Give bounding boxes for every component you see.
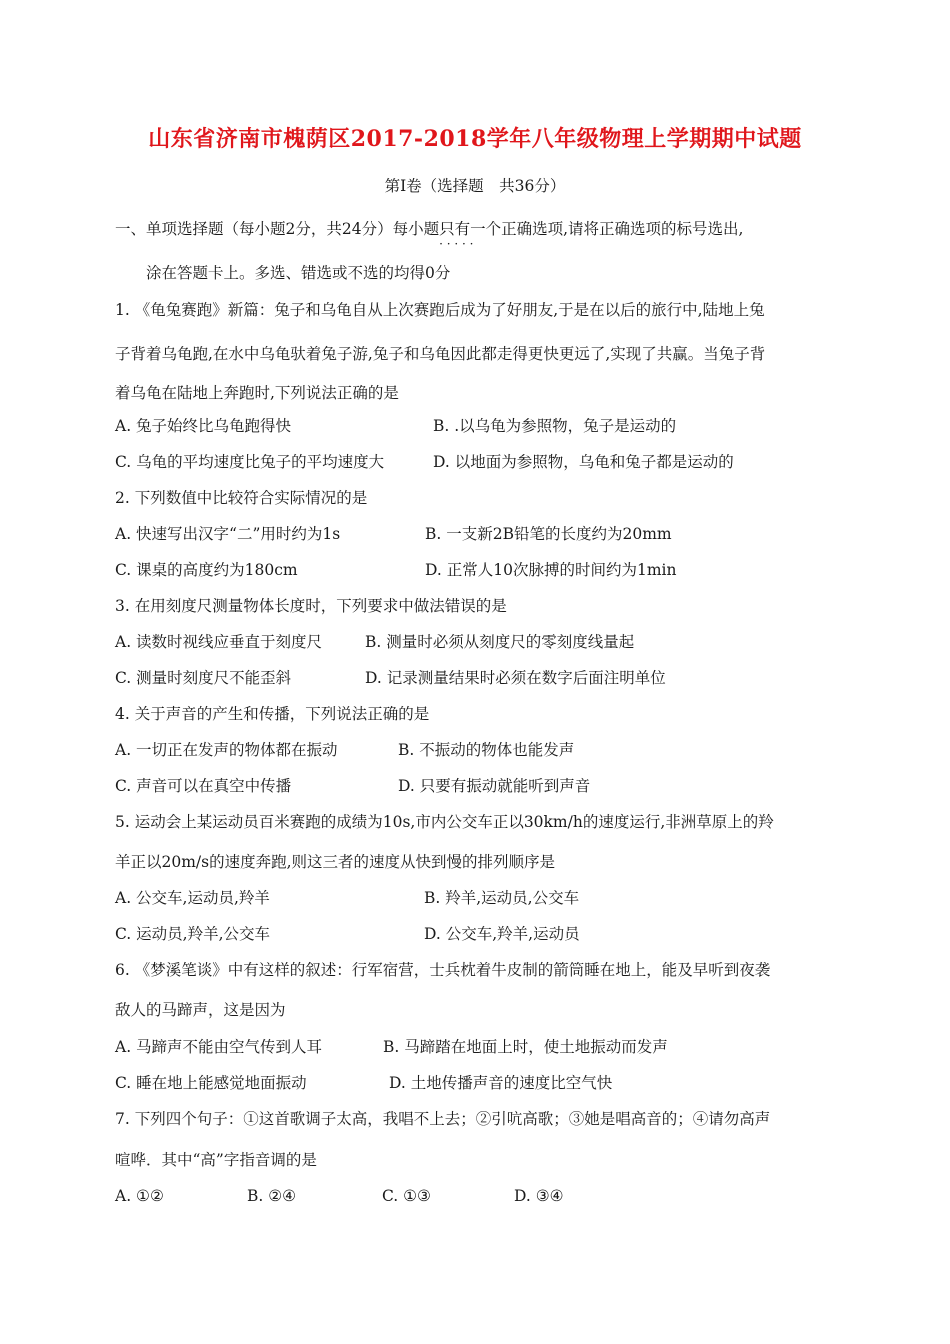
question-7-stem: 喧哗．其中“高”字指音调的是 — [115, 1151, 317, 1169]
question-7-option-c: C. ①③ — [382, 1187, 431, 1205]
question-4-option-a: A. 一切正在发声的物体都在振动 — [115, 741, 338, 759]
question-1-option-a: A. 兔子始终比乌龟跑得快 — [115, 417, 292, 435]
emphasized-text: 只有一个 · · · — [439, 220, 501, 238]
question-6-option-b: B. 马蹄踏在地面上时，使土地振动而发声 — [383, 1038, 668, 1056]
question-5-option-c: C. 运动员,羚羊,公交车 — [115, 925, 271, 943]
exam-title: 山东省济南市槐荫区2017-2018学年八年级物理上学期期中试题 — [148, 126, 802, 152]
question-5-option-a: A. 公交车,运动员,羚羊 — [115, 889, 270, 907]
question-1-option-c: C. 乌龟的平均速度比兔子的平均速度大 — [115, 453, 385, 471]
question-4-option-c: C. 声音可以在真空中传播 — [115, 777, 292, 795]
instructions-line-2: 涂在答题卡上。多选、错选或不选的均得0分 — [146, 264, 451, 282]
question-6-option-c: C. 睡在地上能感觉地面振动 — [115, 1074, 307, 1092]
section-header: 第Ⅰ卷（选择题 共36分） — [384, 177, 566, 195]
instructions-text: 一、单项选择题（每小题2分，共24分）每小题 — [115, 220, 440, 238]
question-2-stem: 2. 下列数值中比较符合实际情况的是 — [115, 489, 368, 507]
question-7-option-b: B. ②④ — [247, 1187, 297, 1205]
question-7-option-d: D. ③④ — [514, 1187, 564, 1205]
question-4-option-d: D. 只要有振动就能听到声音 — [398, 777, 591, 795]
question-7-stem: 7. 下列四个句子：①这首歌调子太高，我唱不上去；②引吭高歌；③她是唱高音的；④请勿高声 — [115, 1110, 771, 1128]
instructions-line-1 — [115, 219, 743, 239]
question-3-option-b: B. 测量时必须从刻度尺的零刻度线量起 — [365, 633, 635, 651]
question-6-option-a: A. 马蹄声不能由空气传到人耳 — [115, 1038, 323, 1056]
question-5-option-b: B. 羚羊,运动员,公交车 — [424, 889, 580, 907]
question-3-option-a: A. 读数时视线应垂直于刻度尺 — [115, 633, 323, 651]
question-5-option-d: D. 公交车,羚羊,运动员 — [424, 925, 580, 943]
question-1-option-d: D. 以地面为参照物，乌龟和兔子都是运动的 — [433, 453, 734, 471]
question-2-option-a: A. 快速写出汉字“二”用时约为1s — [115, 525, 341, 543]
question-1-stem: 子背着乌龟跑,在水中乌龟驮着兔子游,兔子和乌龟因此都走得更快更远了,实现了共赢。当兔子背 — [115, 345, 766, 363]
question-6-stem: 敌人的马蹄声，这是因为 — [115, 1001, 286, 1019]
question-3-stem: 3. 在用刻度尺测量物体长度时，下列要求中做法错误的是 — [115, 597, 507, 615]
question-6-stem: 6. 《梦溪笔谈》中有这样的叙述：行军宿营，士兵枕着牛皮制的箭筒睡在地上，能及早听到夜袭 — [115, 961, 771, 979]
question-1-stem: 着乌龟在陆地上奔跑时,下列说法正确的是 — [115, 384, 399, 402]
question-2-option-d: D. 正常人10次脉搏的时间约为1min — [425, 561, 677, 579]
question-5-stem: 羊正以20m/s的速度奔跑,则这三者的速度从快到慢的排列顺序是 — [115, 853, 556, 871]
question-2-option-c: C. 课桌的高度约为180cm — [115, 561, 298, 579]
question-6-option-d: D. 土地传播声音的速度比空气快 — [389, 1074, 613, 1092]
question-4-stem: 4. 关于声音的产生和传播，下列说法正确的是 — [115, 705, 430, 723]
question-4-option-b: B. 不振动的物体也能发声 — [398, 741, 575, 759]
question-3-option-c: C. 测量时刻度尺不能歪斜 — [115, 669, 292, 687]
question-1-stem: 1. 《龟兔赛跑》新篇：兔子和乌龟自从上次赛跑后成为了好朋友,于是在以后的旅行中,陆地上兔 — [115, 301, 765, 319]
question-7-option-a: A. ①② — [115, 1187, 164, 1205]
question-5-stem: 5. 运动会上某运动员百米赛跑的成绩为10s,市内公交车正以30km/h的速度运行,非洲草原上的羚 — [115, 813, 774, 831]
instructions-text: 正确选项,请将正确选项的标号选出, — [501, 220, 744, 238]
question-3-option-d: D. 记录测量结果时必须在数字后面注明单位 — [365, 669, 666, 687]
question-1-option-b: B. .以乌龟为参照物，兔子是运动的 — [433, 417, 677, 435]
question-2-option-b: B. 一支新2B铅笔的长度约为20mm — [425, 525, 672, 543]
